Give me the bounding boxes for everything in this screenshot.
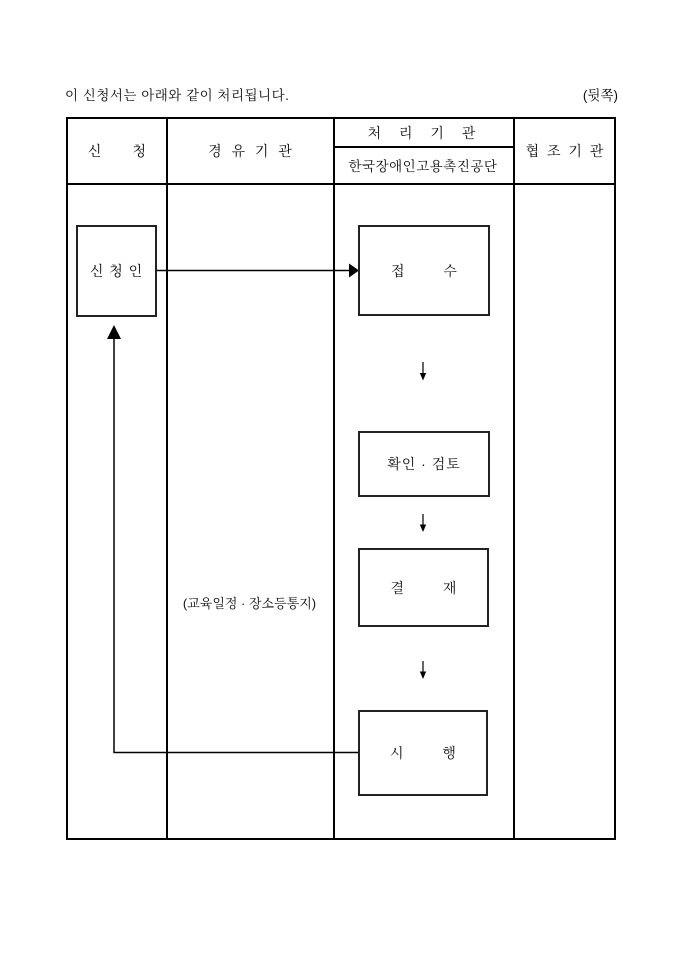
step-box-implementation [358, 710, 488, 796]
column-divider-3 [513, 119, 515, 838]
intro-text: 이 신청서는 아래와 같이 처리됩니다. [65, 88, 290, 103]
step-label-receipt: 접 수 [391, 262, 457, 279]
column-divider-1 [166, 119, 168, 838]
header-cell-agency-name [333, 147, 513, 183]
header-label-via-agency: 경 유 기 관 [208, 143, 295, 159]
header-label-cooperating-agency: 협 조 기 관 [525, 143, 606, 159]
header-label-processing-agency: 처 리 기 관 [367, 124, 483, 141]
step-box-approval [358, 548, 489, 627]
schedule-notice-text: (교육일정 · 장소등통지) [182, 596, 317, 611]
header-bottom-line [68, 183, 614, 185]
step-label-approval: 결 재 [390, 579, 457, 596]
header-cell-processing-agency [333, 119, 513, 146]
step-box-receipt [358, 225, 490, 316]
header-cell-cooperating-agency [513, 119, 614, 183]
header-label-agency-name: 한국장애인고용촉진공단 [348, 159, 498, 174]
column-divider-2 [333, 119, 335, 838]
header-cell-via-agency [166, 119, 333, 183]
step-label-review: 확인 · 검토 [387, 456, 461, 472]
header-label-application: 신 청 [87, 143, 147, 159]
header-cell-application [68, 119, 166, 183]
applicant-box-label: 신 청 인 [89, 263, 144, 279]
step-box-review [358, 431, 490, 497]
applicant-box [76, 225, 157, 317]
step-label-implementation: 시 행 [390, 745, 456, 761]
back-side-label: (뒷쪽) [582, 88, 618, 103]
